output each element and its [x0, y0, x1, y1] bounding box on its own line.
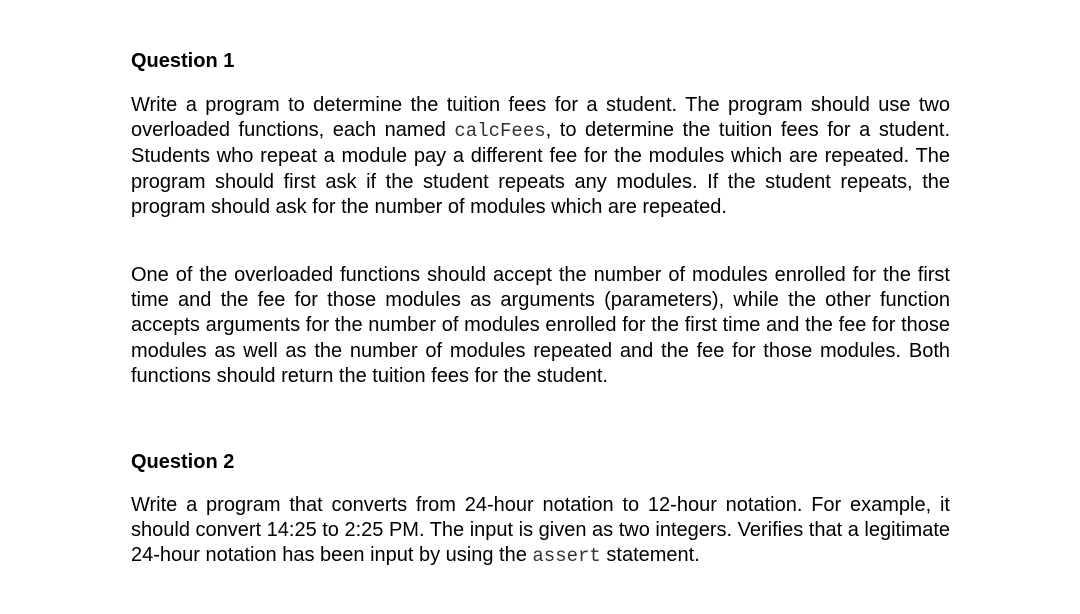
calcfees-code: calcFees [454, 120, 546, 143]
question-2-paragraph-1-text-end: statement. [600, 544, 700, 567]
question-1-paragraph-1-text-start: Write a program to determine the tuition fees for a student. The program should use two overloaded functions, each named [131, 94, 950, 142]
question-1-heading: Question 1 [131, 50, 235, 72]
question-1-paragraph-1 [131, 93, 950, 220]
question-1-paragraph-2: One of the overloaded functions should accept the number of modules enrolled for the first time and the fee for those modules as arguments (parameters), while the other function accepts arguments for the number of modules enrolled for the first time and the fee for those modules as well as the number of modules repeated and the fee for those modules. Both functions should return the tuition fees for the student. [131, 264, 950, 387]
question-1-paragraph-1-text-end: , to determine the tuition fees for a student. Students who repeat a module pay a different fee for the modules which are repeated. The program should first ask if the student repeats any modules. If the student repeats, the program should ask for the number of modules which are repeated. [131, 119, 950, 218]
question-2-heading: Question 2 [131, 451, 235, 473]
question-2-paragraph-1-text-start: Write a program that converts from 24-hour notation to 12-hour notation. For example, it should convert 14:25 to 2:25 PM. The input is given as two integers. Verifies that a legitimate 24-hour notation has been input by using the [131, 494, 950, 567]
assert-code: assert [532, 545, 601, 568]
question-2-paragraph-1 [131, 493, 950, 570]
